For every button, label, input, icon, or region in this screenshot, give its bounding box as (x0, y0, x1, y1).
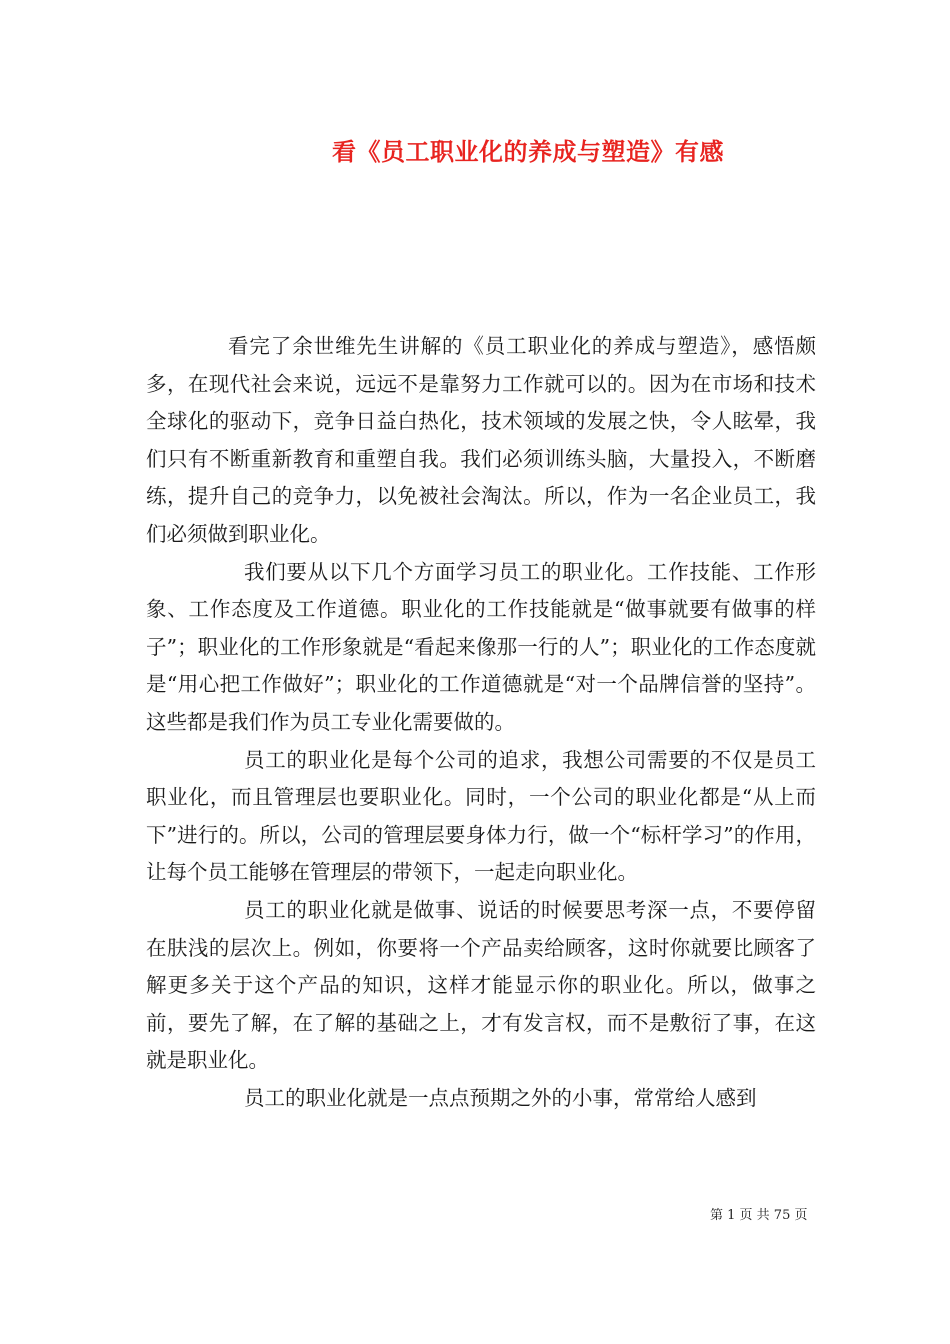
paragraph: 员工的职业化就是一点点预期之外的小事，常常给人感到 (244, 1085, 757, 1110)
document-title: 看《员工职业化的养成与塑造》有感 (332, 137, 724, 166)
paragraph: 看完了余世维先生讲解的《员工职业化的养成与塑造》，感悟颇多，在现代社会来说，远远不是靠努力工作就可以的。因为在市场和技术全球化的驱动下，竞争日益白热化，技术领域的发展之快，令人眩晕，我们只有不断重新教育和重塑自我。我们必须训练头脑，大量投入，不断磨练，提升自己的竞争力，以免被社会淘汰。所以，作为一名企业员工，我们必须做到职业化。 (146, 334, 816, 546)
paragraph: 我们要从以下几个方面学习员工的职业化。工作技能、工作形象、工作态度及工作道德。职业化的工作技能就是“做事就要有做事的样子”；职业化的工作形象就是“看起来像那一行的人”；职业化的工作态度就是“用心把工作做好”；职业化的工作道德就是“对一个品牌信誉的坚持”。这些都是我们作为员工专业化需要做的。 (146, 559, 816, 734)
paragraph: 员工的职业化就是做事、说话的时候要思考深一点，不要停留在肤浅的层次上。例如，你要将一个产品卖给顾客，这时你就要比顾客了解更多关于这个产品的知识，这样才能显示你的职业化。所以，做事之前，要先了解，在了解的基础之上，才有发言权，而不是敷衍了事，在这就是职业化。 (146, 897, 816, 1073)
document-body (146, 328, 816, 1117)
page-number-footer: 第 1 页 共 75 页 (710, 1208, 808, 1223)
paragraph: 员工的职业化是每个公司的追求，我想公司需要的不仅是员工职业化，而且管理层也要职业化。同时，一个公司的职业化都是“从上而下”进行的。所以，公司的管理层要身体力行，做一个“标杆学习”的作用，让每个员工能够在管理层的带领下，一起走向职业化。 (146, 747, 816, 885)
